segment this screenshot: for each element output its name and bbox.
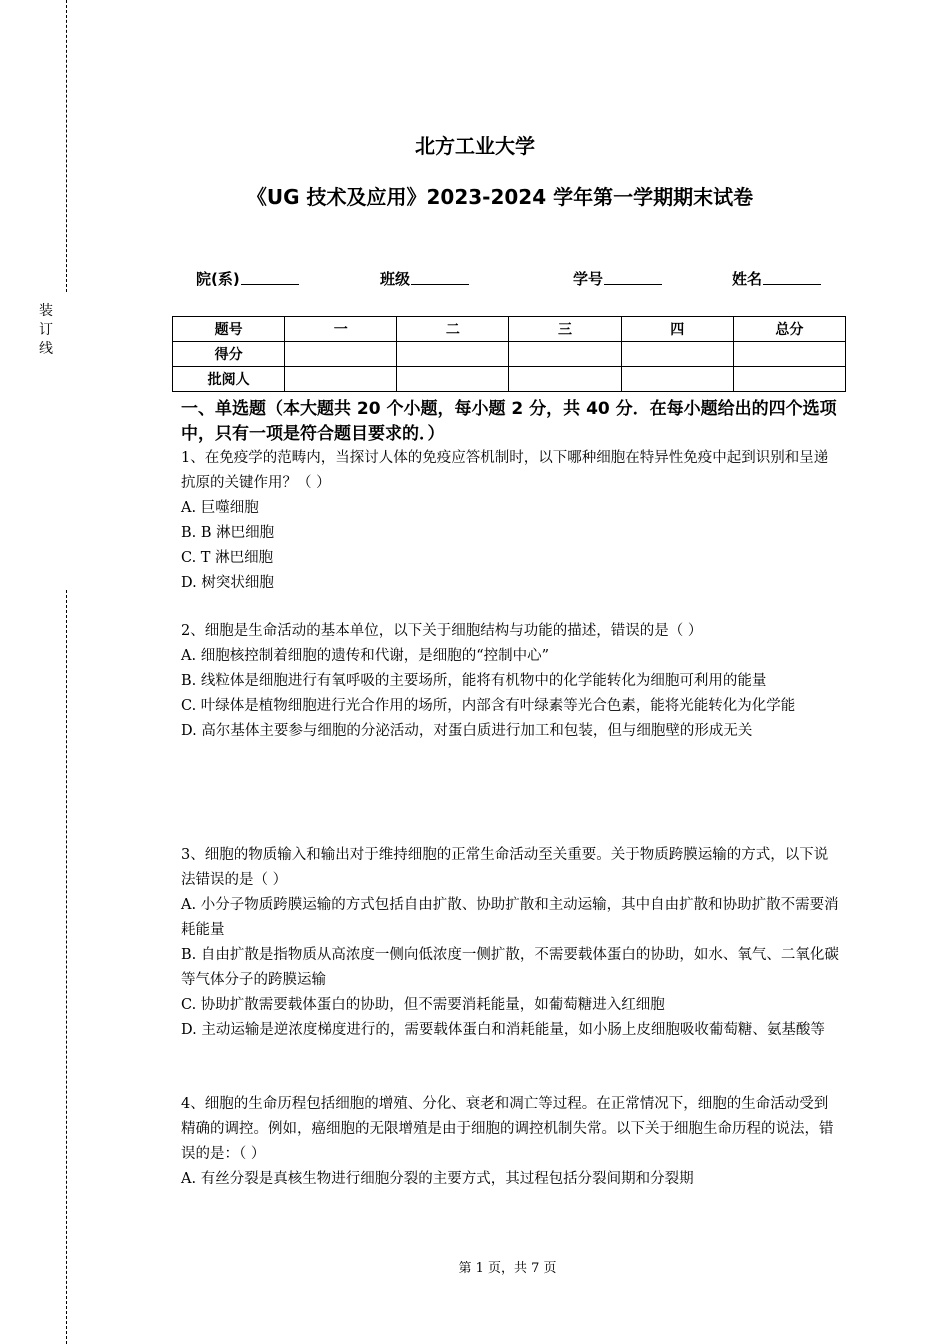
question-stem: 1、在免疫学的范畴内，当探讨人体的免疫应答机制时，以下哪种细胞在特异性免疫中起到识别和呈递抗原的关键作用？（ ） (181, 450, 829, 491)
question-stem: 2、细胞是生命活动的基本单位，以下关于细胞结构与功能的描述，错误的是（ ） (181, 623, 703, 639)
option-d: D. 主动运输是逆浓度梯度进行的，需要载体蛋白和消耗能量，如小肠上皮细胞吸收葡萄糖、氨基酸等 (181, 1022, 825, 1038)
score-row (173, 342, 846, 367)
grader-cell[interactable] (733, 367, 845, 392)
score-cell[interactable] (621, 342, 733, 367)
score-table (172, 316, 846, 392)
grader-cell[interactable] (285, 367, 397, 392)
binding-label (38, 302, 54, 359)
name-blank[interactable] (763, 269, 821, 285)
score-cell[interactable] (285, 342, 397, 367)
class-blank[interactable] (411, 269, 469, 285)
grader-row-label: 批阅人 (173, 367, 285, 392)
score-cell[interactable] (397, 342, 509, 367)
department-field (196, 268, 299, 289)
student-id-blank[interactable] (604, 269, 662, 285)
option-c: C. 叶绿体是植物细胞进行光合作用的场所，内部含有叶绿素等光合色素，能将光能转化为化学能 (181, 698, 796, 714)
class-field (380, 268, 469, 289)
option-d: D. 树突状细胞 (181, 575, 274, 591)
header-cell-section-3: 三 (509, 317, 621, 342)
grader-cell[interactable] (621, 367, 733, 392)
option-d: D. 高尔基体主要参与细胞的分泌活动，对蛋白质进行加工和包装，但与细胞壁的形成无关 (181, 723, 753, 739)
binding-char-2: 订 (39, 322, 53, 338)
class-label: 班级 (380, 270, 411, 288)
question-1 (181, 446, 841, 596)
option-b: B. B 淋巴细胞 (181, 525, 275, 541)
question-2 (181, 619, 841, 744)
question-stem: 4、细胞的生命历程包括细胞的增殖、分化、衰老和凋亡等过程。在正常情况下，细胞的生命活动受到精确的调控。例如，癌细胞的无限增殖是由于细胞的调控机制失常。以下关于细胞生命历程的说法，错误的是：（ ） (181, 1096, 834, 1162)
option-a: A. 巨噬细胞 (181, 500, 259, 516)
header-cell-section-1: 一 (285, 317, 397, 342)
grader-row (173, 367, 846, 392)
department-label: 院(系) (196, 270, 240, 288)
score-cell[interactable] (509, 342, 621, 367)
option-b: B. 线粒体是细胞进行有氧呼吸的主要场所，能将有机物中的化学能转化为细胞可利用的能量 (181, 673, 767, 689)
university-title: 北方工业大学 (415, 134, 535, 158)
question-4 (181, 1092, 841, 1192)
score-row-label: 得分 (173, 342, 285, 367)
option-a: A. 有丝分裂是真核生物进行细胞分裂的主要方式，其过程包括分裂间期和分裂期 (181, 1171, 694, 1187)
header-cell-section-4: 四 (621, 317, 733, 342)
section-1-heading: 一、单选题（本大题共 20 个小题，每小题 2 分，共 40 分．在每小题给出的四个选项中，只有一项是符合题目要求的．） (181, 399, 837, 444)
option-b: B. 自由扩散是指物质从高浓度一侧向低浓度一侧扩散，不需要载体蛋白的协助，如水、氧气、二氧化碳等气体分子的跨膜运输 (181, 947, 839, 988)
binding-char-3: 线 (39, 341, 53, 357)
option-a: A. 小分子物质跨膜运输的方式包括自由扩散、协助扩散和主动运输，其中自由扩散和协助扩散不需要消耗能量 (181, 897, 839, 938)
option-a: A. 细胞核控制着细胞的遗传和代谢，是细胞的“控制中心” (181, 648, 550, 664)
question-3 (181, 843, 841, 1043)
student-id-field (573, 268, 662, 289)
exam-title: 《UG 技术及应用》2023-2024 学年第一学期期末试卷 (246, 185, 754, 209)
option-c: C. 协助扩散需要载体蛋白的协助，但不需要消耗能量，如葡萄糖进入红细胞 (181, 997, 665, 1013)
header-cell-question-no: 题号 (173, 317, 285, 342)
header-cell-section-2: 二 (397, 317, 509, 342)
student-id-label: 学号 (573, 270, 604, 288)
name-field (732, 268, 821, 289)
binding-char-1: 装 (39, 303, 53, 319)
score-cell[interactable] (733, 342, 845, 367)
grader-cell[interactable] (509, 367, 621, 392)
department-blank[interactable] (241, 269, 299, 285)
option-c: C. T 淋巴细胞 (181, 550, 274, 566)
score-table-header-row (173, 317, 846, 342)
name-label: 姓名 (732, 270, 763, 288)
header-cell-total: 总分 (733, 317, 845, 342)
question-stem: 3、细胞的物质输入和输出对于维持细胞的正常生命活动至关重要。关于物质跨膜运输的方式，以下说法错误的是（ ） (181, 847, 829, 888)
grader-cell[interactable] (397, 367, 509, 392)
page-footer: 第 1 页，共 7 页 (458, 1261, 557, 1276)
binding-line-bottom (66, 590, 67, 1344)
